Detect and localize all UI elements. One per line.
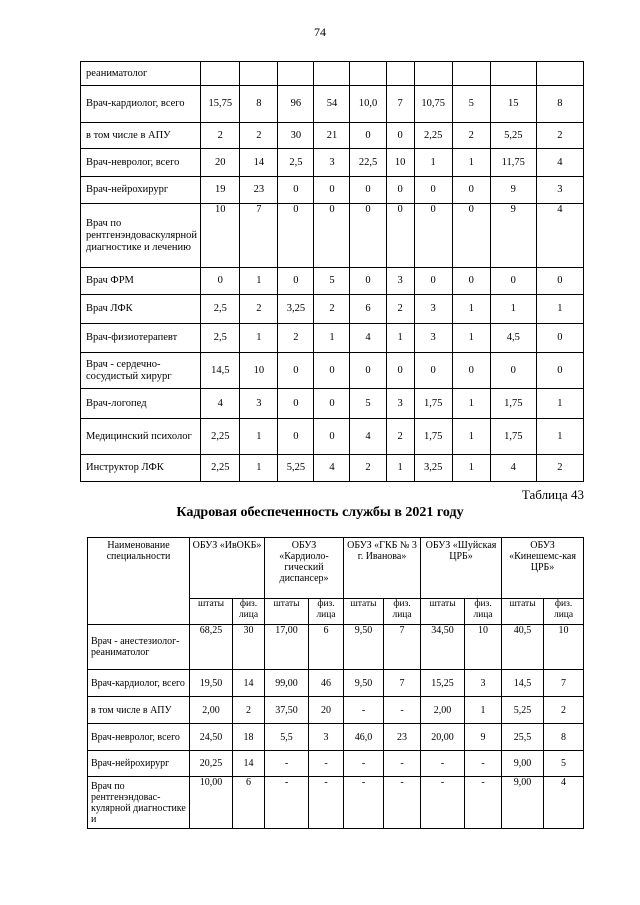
value-cell: 3,25 xyxy=(278,295,314,324)
value-cell: - xyxy=(421,777,465,829)
value-cell: 0 xyxy=(314,353,350,389)
value-cell: 10,0 xyxy=(350,86,386,123)
value-cell: 3 xyxy=(414,295,452,324)
table-row xyxy=(88,625,584,670)
value-cell: 7 xyxy=(384,625,421,670)
value-cell: 0 xyxy=(278,419,314,455)
value-cell: 40,5 xyxy=(502,625,544,670)
value-cell: 4 xyxy=(544,777,584,829)
value-cell: 25,5 xyxy=(502,724,544,751)
sub-header-shtaty: штаты xyxy=(190,599,233,625)
value-cell: 5,25 xyxy=(502,697,544,724)
value-cell: 2 xyxy=(452,123,490,149)
value-cell: 4 xyxy=(490,455,536,482)
value-cell: 14,5 xyxy=(502,670,544,697)
value-cell: 0 xyxy=(314,177,350,204)
value-cell: 2 xyxy=(314,295,350,324)
value-cell xyxy=(314,62,350,86)
value-cell: 4,5 xyxy=(490,324,536,353)
header-row xyxy=(88,538,584,599)
value-cell: 1 xyxy=(386,455,414,482)
org-header: ОБУЗ «Шуйская ЦРБ» xyxy=(421,538,502,599)
value-cell: - xyxy=(384,751,421,777)
value-cell: 0 xyxy=(452,268,490,295)
table-row xyxy=(81,62,584,86)
value-cell: 1 xyxy=(465,697,502,724)
value-cell: 11,75 xyxy=(490,149,536,177)
value-cell xyxy=(278,62,314,86)
value-cell: 14 xyxy=(233,751,265,777)
value-cell: 9 xyxy=(490,204,536,268)
value-cell: 4 xyxy=(350,324,386,353)
value-cell: 0 xyxy=(278,353,314,389)
value-cell: 1 xyxy=(452,389,490,419)
value-cell: 2 xyxy=(233,697,265,724)
sub-header-shtaty: штаты xyxy=(344,599,384,625)
sub-header-fiz: физ. лица xyxy=(465,599,502,625)
table-row xyxy=(81,419,584,455)
table-row xyxy=(88,751,584,777)
sub-header-fiz: физ. лица xyxy=(544,599,584,625)
row-name-cell: Врач-невролог, всего xyxy=(88,724,190,751)
value-cell: 3 xyxy=(465,670,502,697)
value-cell: - xyxy=(265,777,309,829)
value-cell xyxy=(350,62,386,86)
value-cell: 19,50 xyxy=(190,670,233,697)
value-cell: 99,00 xyxy=(265,670,309,697)
value-cell: 3 xyxy=(309,724,344,751)
sub-header-fiz: физ. лица xyxy=(309,599,344,625)
value-cell: 10,00 xyxy=(190,777,233,829)
value-cell: 1 xyxy=(314,324,350,353)
org-header: ОБУЗ «Кардиоло-гический диспансер» xyxy=(265,538,344,599)
value-cell: 5 xyxy=(350,389,386,419)
value-cell: 0 xyxy=(278,177,314,204)
value-cell: 3 xyxy=(386,268,414,295)
value-cell: 0 xyxy=(278,268,314,295)
value-cell: 1 xyxy=(452,324,490,353)
value-cell: 0 xyxy=(414,353,452,389)
value-cell: 6 xyxy=(350,295,386,324)
value-cell: - xyxy=(309,751,344,777)
value-cell: 30 xyxy=(278,123,314,149)
value-cell: 0 xyxy=(314,204,350,268)
sub-header-shtaty: штаты xyxy=(502,599,544,625)
value-cell: 2,5 xyxy=(201,324,240,353)
value-cell: 1 xyxy=(240,455,278,482)
value-cell: 1,75 xyxy=(414,389,452,419)
table-row xyxy=(88,670,584,697)
value-cell: 5 xyxy=(452,86,490,123)
value-cell: 15,25 xyxy=(421,670,465,697)
row-name-cell: Врач по рентгенэндоваскулярной диагностике и лечению xyxy=(81,204,201,268)
value-cell: 10,75 xyxy=(414,86,452,123)
table-row xyxy=(81,324,584,353)
value-cell: 9,50 xyxy=(344,670,384,697)
value-cell: 1 xyxy=(452,419,490,455)
table-row xyxy=(81,177,584,204)
row-name-cell: Врач-невролог, всего xyxy=(81,149,201,177)
row-name-cell: Медицинский психолог xyxy=(81,419,201,455)
value-cell: 6 xyxy=(233,777,265,829)
value-cell: 10 xyxy=(201,204,240,268)
value-cell: 0 xyxy=(536,353,583,389)
value-cell: 54 xyxy=(314,86,350,123)
value-cell: 0 xyxy=(350,268,386,295)
value-cell: 9 xyxy=(490,177,536,204)
value-cell: 23 xyxy=(240,177,278,204)
value-cell: 21 xyxy=(314,123,350,149)
value-cell: 3 xyxy=(414,324,452,353)
value-cell: 10 xyxy=(240,353,278,389)
value-cell: 9 xyxy=(465,724,502,751)
value-cell: 4 xyxy=(350,419,386,455)
value-cell: 5,25 xyxy=(490,123,536,149)
value-cell: 0 xyxy=(278,389,314,419)
value-cell: 1 xyxy=(452,149,490,177)
value-cell: 17,00 xyxy=(265,625,309,670)
value-cell: 4 xyxy=(536,204,583,268)
value-cell: 0 xyxy=(386,204,414,268)
org-header: ОБУЗ «ИвОКБ» xyxy=(190,538,265,599)
org-header: ОБУЗ «Кинешемс-кая ЦРБ» xyxy=(502,538,584,599)
value-cell: 23 xyxy=(384,724,421,751)
value-cell: 1 xyxy=(240,324,278,353)
value-cell: 7 xyxy=(384,670,421,697)
value-cell: 2,25 xyxy=(201,419,240,455)
row-name-cell: Врач-логопед xyxy=(81,389,201,419)
value-cell: 1 xyxy=(240,268,278,295)
value-cell: - xyxy=(465,751,502,777)
value-cell: 2 xyxy=(386,419,414,455)
value-cell xyxy=(414,62,452,86)
header-name-cell: Наименование специальности xyxy=(88,538,190,625)
value-cell: 3 xyxy=(536,177,583,204)
value-cell xyxy=(386,62,414,86)
value-cell: 20,00 xyxy=(421,724,465,751)
value-cell: 30 xyxy=(233,625,265,670)
value-cell: - xyxy=(465,777,502,829)
value-cell: 0 xyxy=(414,268,452,295)
value-cell: 3 xyxy=(314,149,350,177)
value-cell: 96 xyxy=(278,86,314,123)
row-name-cell: реаниматолог xyxy=(81,62,201,86)
value-cell: 2,00 xyxy=(421,697,465,724)
table-row xyxy=(81,204,584,268)
row-name-cell: Врач-кардиолог, всего xyxy=(88,670,190,697)
table-row xyxy=(81,86,584,123)
value-cell: 3,25 xyxy=(414,455,452,482)
value-cell: 4 xyxy=(314,455,350,482)
value-cell: 9,50 xyxy=(344,625,384,670)
value-cell: 10 xyxy=(386,149,414,177)
value-cell: 1 xyxy=(452,455,490,482)
value-cell: 15 xyxy=(490,86,536,123)
value-cell: 5 xyxy=(314,268,350,295)
table-row xyxy=(88,697,584,724)
value-cell: 10 xyxy=(544,625,584,670)
value-cell: 7 xyxy=(386,86,414,123)
value-cell: 0 xyxy=(278,204,314,268)
value-cell: 0 xyxy=(386,177,414,204)
sub-header-shtaty: штаты xyxy=(421,599,465,625)
value-cell: 4 xyxy=(536,149,583,177)
value-cell xyxy=(240,62,278,86)
value-cell: - xyxy=(384,697,421,724)
value-cell: 1,75 xyxy=(414,419,452,455)
value-cell: 1 xyxy=(536,419,583,455)
value-cell: 14 xyxy=(233,670,265,697)
value-cell: 14 xyxy=(240,149,278,177)
value-cell: - xyxy=(265,751,309,777)
value-cell xyxy=(452,62,490,86)
value-cell: 1 xyxy=(536,295,583,324)
value-cell: 22,5 xyxy=(350,149,386,177)
value-cell: 1 xyxy=(490,295,536,324)
staffing-table-2021 xyxy=(87,537,584,829)
value-cell: 0 xyxy=(536,268,583,295)
value-cell: 3 xyxy=(386,389,414,419)
value-cell xyxy=(490,62,536,86)
row-name-cell: в том числе в АПУ xyxy=(81,123,201,149)
table-row xyxy=(81,123,584,149)
value-cell: 0 xyxy=(350,177,386,204)
row-name-cell: Врач ЛФК xyxy=(81,295,201,324)
row-name-cell: Врач-нейрохирург xyxy=(88,751,190,777)
value-cell: - xyxy=(384,777,421,829)
value-cell: 1 xyxy=(452,295,490,324)
value-cell: 0 xyxy=(414,204,452,268)
table-row xyxy=(81,455,584,482)
value-cell: 7 xyxy=(240,204,278,268)
value-cell: 1,75 xyxy=(490,389,536,419)
value-cell: - xyxy=(421,751,465,777)
value-cell: 46 xyxy=(309,670,344,697)
value-cell: - xyxy=(309,777,344,829)
value-cell: 15,75 xyxy=(201,86,240,123)
table-row xyxy=(88,724,584,751)
table-caption: Таблица 43 xyxy=(521,487,584,502)
value-cell: 5,5 xyxy=(265,724,309,751)
value-cell: 4 xyxy=(201,389,240,419)
value-cell: 6 xyxy=(309,625,344,670)
value-cell: 0 xyxy=(490,353,536,389)
value-cell: 0 xyxy=(452,204,490,268)
value-cell: 1 xyxy=(414,149,452,177)
row-name-cell: Врач - анестезиолог-реаниматолог xyxy=(88,625,190,670)
value-cell: 37,50 xyxy=(265,697,309,724)
value-cell: 0 xyxy=(350,123,386,149)
value-cell: 8 xyxy=(544,724,584,751)
value-cell: 24,50 xyxy=(190,724,233,751)
value-cell: - xyxy=(344,751,384,777)
value-cell: 2 xyxy=(240,295,278,324)
value-cell: 0 xyxy=(314,419,350,455)
value-cell: 2 xyxy=(350,455,386,482)
value-cell: 8 xyxy=(240,86,278,123)
value-cell: 46,0 xyxy=(344,724,384,751)
staffing-table-continued xyxy=(80,61,584,482)
value-cell: 19 xyxy=(201,177,240,204)
table-row xyxy=(81,268,584,295)
value-cell: 7 xyxy=(544,670,584,697)
value-cell: 0 xyxy=(314,389,350,419)
value-cell: 68,25 xyxy=(190,625,233,670)
row-name-cell: Инструктор ЛФК xyxy=(81,455,201,482)
row-name-cell: Врач ФРМ xyxy=(81,268,201,295)
value-cell: 0 xyxy=(350,204,386,268)
table-row xyxy=(81,353,584,389)
page-number: 74 xyxy=(314,25,326,39)
value-cell: 0 xyxy=(350,353,386,389)
value-cell: 2,25 xyxy=(201,455,240,482)
table-row xyxy=(81,149,584,177)
sub-header-shtaty: штаты xyxy=(265,599,309,625)
value-cell: 1 xyxy=(536,389,583,419)
sub-header-fiz: физ. лица xyxy=(233,599,265,625)
table-row xyxy=(81,295,584,324)
value-cell: 20,25 xyxy=(190,751,233,777)
row-name-cell: Врач-нейрохирург xyxy=(81,177,201,204)
value-cell: 14,5 xyxy=(201,353,240,389)
value-cell: 0 xyxy=(536,324,583,353)
value-cell: 34,50 xyxy=(421,625,465,670)
value-cell: 1,75 xyxy=(490,419,536,455)
row-name-cell: Врач-физиотерапевт xyxy=(81,324,201,353)
value-cell: 3 xyxy=(240,389,278,419)
value-cell: 18 xyxy=(233,724,265,751)
value-cell: 5,25 xyxy=(278,455,314,482)
value-cell: 5 xyxy=(544,751,584,777)
value-cell: 20 xyxy=(309,697,344,724)
value-cell: 2 xyxy=(544,697,584,724)
value-cell: 0 xyxy=(386,123,414,149)
value-cell: 1 xyxy=(240,419,278,455)
value-cell: 2 xyxy=(536,455,583,482)
value-cell: 2,5 xyxy=(278,149,314,177)
value-cell xyxy=(201,62,240,86)
value-cell: 9,00 xyxy=(502,751,544,777)
org-header: ОБУЗ «ГКБ № 3 г. Иванова» xyxy=(344,538,421,599)
sub-header-fiz: физ. лица xyxy=(384,599,421,625)
row-name-cell: Врач - сердечно-сосудистый хирург xyxy=(81,353,201,389)
value-cell xyxy=(536,62,583,86)
value-cell: - xyxy=(344,777,384,829)
value-cell: 1 xyxy=(386,324,414,353)
value-cell: 2 xyxy=(386,295,414,324)
value-cell: - xyxy=(344,697,384,724)
row-name-cell: Врач по рентгенэндовас-кулярной диагностике и xyxy=(88,777,190,829)
table-row xyxy=(88,777,584,829)
value-cell: 2 xyxy=(240,123,278,149)
value-cell: 0 xyxy=(452,177,490,204)
value-cell: 2 xyxy=(201,123,240,149)
value-cell: 2,5 xyxy=(201,295,240,324)
value-cell: 2,25 xyxy=(414,123,452,149)
table-heading: Кадровая обеспеченность службы в 2021 году xyxy=(176,505,464,520)
value-cell: 0 xyxy=(386,353,414,389)
value-cell: 0 xyxy=(414,177,452,204)
value-cell: 0 xyxy=(452,353,490,389)
value-cell: 2 xyxy=(536,123,583,149)
value-cell: 2 xyxy=(278,324,314,353)
value-cell: 0 xyxy=(201,268,240,295)
table-row xyxy=(81,389,584,419)
value-cell: 9,00 xyxy=(502,777,544,829)
value-cell: 10 xyxy=(465,625,502,670)
row-name-cell: в том числе в АПУ xyxy=(88,697,190,724)
row-name-cell: Врач-кардиолог, всего xyxy=(81,86,201,123)
value-cell: 8 xyxy=(536,86,583,123)
value-cell: 0 xyxy=(490,268,536,295)
value-cell: 2,00 xyxy=(190,697,233,724)
value-cell: 20 xyxy=(201,149,240,177)
